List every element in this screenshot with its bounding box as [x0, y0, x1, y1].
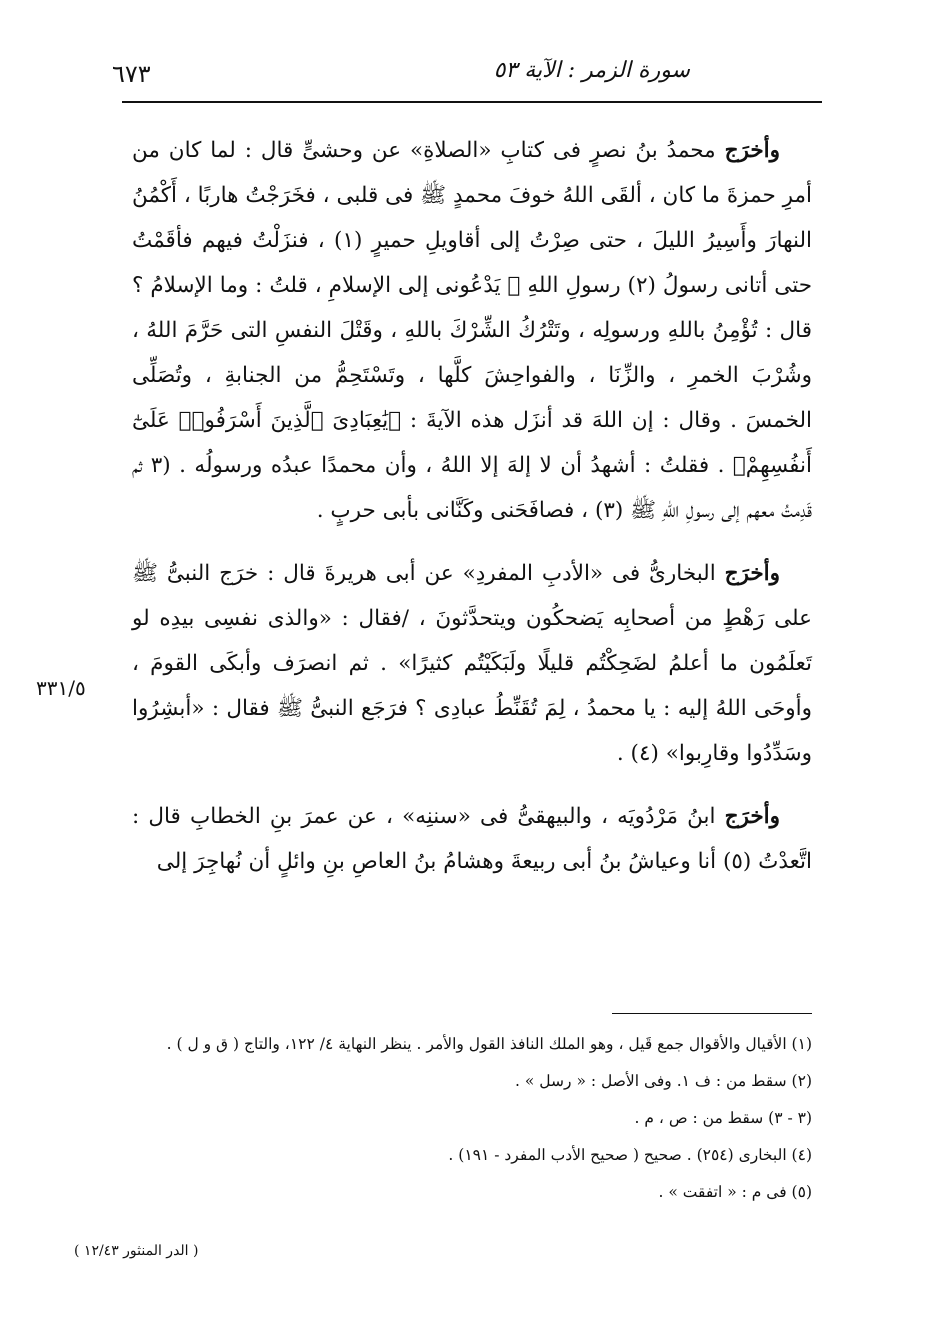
- margin-page-reference: ٣٣١/٥: [36, 676, 86, 700]
- header-rule: [122, 101, 822, 103]
- paragraph-2: [132, 551, 812, 776]
- page-number: ٦٧٣: [112, 60, 151, 88]
- footnote-1: (١) الأقيال والأقوال جمع قَيل ، وهو الملك النافذ القول والأمر . ينظر النهاية ٤/ ١٢٢، والتاج ( ق و ل ) .: [166, 1035, 812, 1053]
- paragraph-3: [132, 794, 812, 884]
- paragraph-2-lead: وأخرَج: [724, 561, 780, 586]
- footnote-5: (٥) فى م : « اتفقت » .: [658, 1183, 812, 1201]
- paragraph-1-text: محمدُ بنُ نصرٍ فى كتابِ «الصلاةِ» عن وحشىٍّ قال : لما كان من أمرِ حمزةَ ما كان ، ألقَى اللهُ خوفَ محمدٍ ﷺ فى قلبى ، فخَرَجْتُ هاربًا ، أَكْمُنُ النهارَ وأَسِيرُ الليلَ ، حتى صِرْتُ إلى أقاويلِ حميرٍ (١) ، فنزَلْتُ فيهم فأقَمْتُ حتى أتانى رسولُ (٢) رسولِ اللهِ ﷺ يَدْعُونى إلى الإسلامِ ، قلتُ : وما الإسلامُ ؟ قال : تُؤْمِنُ باللهِ ورسولِه ، وتَتْرُكُ الشِّرْكَ باللهِ ، وقَتْلَ النفسِ التى حَرَّمَ اللهُ ، وشُرْبَ الخمرِ ، والزِّنَا ، والفواحِشَ كلَّها ، وتَسْتَحِمُّ من الجنابةِ ، وتُصَلِّى الخمسَ . وقال : إن اللهَ قد أنزَل هذه الآيةَ : ﴿يَٰعِبَادِىَ ٱلَّذِينَ أَسْرَفُوا۟ عَلَىٰٓ أَنفُسِهِمْ﴾ . فقلتُ : أشهدُ أن لا إلهَ إلا اللهُ ، وأن محمدًا عبدُه ورسولُه . (٣ ثم قَدِمتُ معهم إلى رسولِ اللهِ ﷺ (٣) ، فصافَحَنى وكَنَّانى بأبى حربٍ .: [132, 138, 813, 523]
- main-text: [132, 128, 812, 902]
- paragraph-2-text: البخارىُّ فى «الأدبِ المفردِ» عن أبى هريرةَ قال : خرَج النبىُّ ﷺ على رَهْطٍ من أصحابِه يَضحكُون ويتحدَّثونَ ، /فقال : «والذى نفسِى بيدِه لو تَعلَمُون ما أعلمُ لضَحِكْتُم قليلًا ولَبَكَيْتُم كثيرًا» . ثم انصرَف وأبكَى القومَ ، وأوحَى اللهُ إليه : يا محمدُ ، لِمَ تُقَنِّطُ عبادِى ؟ فرَجَع النبىُّ ﷺ فقال : «أبشِرُوا وسَدِّدُوا وقارِبوا» (٤) .: [132, 561, 812, 766]
- footnote-2: (٢) سقط من : ف ١. وفى الأصل : « رسل » .: [515, 1072, 812, 1090]
- paragraph-1-lead: وأخرَج: [724, 138, 780, 163]
- footnote-3: (٣ - ٣) سقط من : ص ، م .: [634, 1109, 812, 1127]
- footnote-4: (٤) البخارى (٢٥٤) . صحيح ( صحيح الأدب المفرد - ١٩١) .: [448, 1146, 812, 1164]
- source-reference: ( الدر المنثور ١٢/٤٣ ): [74, 1243, 199, 1259]
- footnotes: [132, 1026, 812, 1211]
- running-title: سورة الزمر : الآية ٥٣: [493, 58, 690, 83]
- footnote-rule: [612, 1013, 812, 1014]
- paragraph-1: [132, 128, 812, 533]
- paragraph-3-lead: وأخرَج: [724, 804, 780, 829]
- paragraph-3-text: ابنُ مَرْدُويَه ، والبيهقىُّ فى «سننِه» ، عن عمرَ بنِ الخطابِ قال : اتَّعدْتُ (٥) أنا وعياشُ بنُ أبى ربيعةَ وهشامُ بنُ العاصِ بنِ وائلٍ أن نُهاجِرَ إلى: [132, 804, 812, 874]
